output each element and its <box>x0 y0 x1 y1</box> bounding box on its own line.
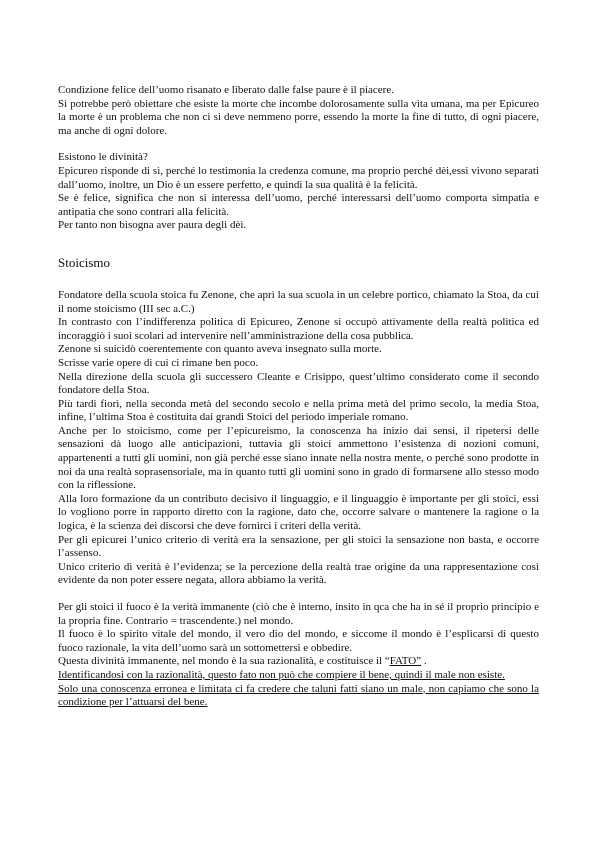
spacer <box>58 138 539 151</box>
paragraph-vital-spirit: Il fuoco è lo spirito vitale del mondo, il vero dio del mondo, e siccome il mondo è l’esplicarsi di questo fuoco razionale, la vita dell’uomo sarà un sottomettersi e obbedire. <box>58 628 539 654</box>
spacer <box>58 233 539 255</box>
document-page <box>58 84 539 710</box>
paragraph-criterion: Per gli epicurei l’unico criterio di verità era la sensazione, per gli stoici la sensazione non basta, e occorre l’assenso. <box>58 533 539 560</box>
paragraph-stoa-periods: Più tardi fiorì, nella seconda metà del secondo secolo e nella prima metà del primo secolo, la media Stoa, infine, l’ultima Stoa è costituita dai grandi Stoici del periodo imperiale romano. <box>58 397 539 424</box>
paragraph-politics: In contrasto con l’indifferenza politica di Epicureo, Zenone si occupò attivamente della realtà politica ed incoraggiò i suoi scolari ad intervenire nell’amministrazione della cosa pubblica. <box>58 316 539 342</box>
fate-text-suffix: . <box>421 655 427 668</box>
spacer <box>58 588 539 601</box>
paragraph-evidence: Unico criterio di verità è l’evidenza; se la percezione della realtà trae origine da una rappresentazione così evidente da non poter essere negata, allora abbiamo la verità. <box>58 560 539 587</box>
paragraph-happiness: Se è felice, significa che non si interessa dell’uomo, perché interessarsi dell’uomo comporta simpatia e antipatia che sono contrari alla felicità. <box>58 192 539 218</box>
paragraph-death: Si potrebbe però obiettare che esiste la morte che incombe dolorosamente sulla vita umana, ma per Epicureo la morte è un problema che non ci si deve nemmeno porre, essendo la morte la fine di tutto, di ogni piacere, ma anche di ogni dolore. <box>58 97 539 137</box>
paragraph-erroneous-knowledge: Solo una conoscenza erronea e limitata ci fa credere che taluni fatti siano un male, non capiamo che sono la condizione per l’attuarsi del bene. <box>58 682 539 709</box>
paragraph-question-gods: Esistono le divinità? <box>58 151 148 164</box>
paragraph-founder: Fondatore della scuola stoica fu Zenone, che aprì la sua scuola in un celebre portico, chiamato la Stoa, da cui il nome stoicismo (III sec a.C.) <box>58 288 539 315</box>
paragraph-fate <box>58 655 539 669</box>
paragraph-language: Alla loro formazione da un contributo decisivo il linguaggio, e il linguaggio è importante per gli stoici, essi lo vogliono porre in rapporto diretto con la ragione, dato che, occorre salvare o mantenere la ragione o la logica, è la scienza dei discorsi che deve fornirci i criteri della verità. <box>58 492 539 533</box>
fate-text-prefix: Questa divinità immanente, nel mondo è la sua razionalità, e costituisce il “ <box>58 655 390 668</box>
paragraph-fire: Per gli stoici il fuoco è la verità immanente (ciò che è interno, insito in qca che ha in sé il proprio principio e la propria fine. Contrario = trascendente.) nel mondo. <box>58 601 539 627</box>
paragraph-good: Identificandosi con la razionalità, questo fato non può che compiere il bene, quindi il male non esiste. <box>58 668 505 681</box>
paragraph-epicurus-answer: Epicureo risponde di sì, perché lo testimonia la credenza comune, ma proprio perché dèi,essi vivono separati dall’uomo, inoltre, un Dio è un essere perfetto, e quindi la sua qualità è la felicità. <box>58 164 539 191</box>
paragraph-knowledge: Anche per lo stoicismo, come per l’epicureismo, la conoscenza ha inizio dai sensi, il ripetersi delle sensazioni dà luogo alle anticipazioni, tuttavia gli stoici ammettono l’esistenza di nozioni comuni, appartenenti a tutti gli uomini, non già perché esse siano innate nella nostra mente, o perché sono prodotte in noi da una realtà soprasensoriale, ma in quanto tutti gli uomini sono in grado di formarsene allo stesso modo con la riflessione. <box>58 424 539 492</box>
paragraph-pleasure: Condizione felice dell’uomo risanato e liberato dalle false paure è il piacere. <box>58 84 394 96</box>
section-heading-stoicismo: Stoicismo <box>58 254 111 270</box>
paragraph-successors: Nella direzione della scuola gli successero Cleante e Crisippo, quest’ultimo considerato come il secondo fondatore della Stoa. <box>58 370 539 397</box>
paragraph-works: Scrisse varie opere di cui ci rimane ben poco. <box>58 356 259 369</box>
fate-word: FATO” <box>389 655 422 668</box>
paragraph-no-fear: Per tanto non bisogna aver paura degli dèi. <box>58 219 247 232</box>
paragraph-suicide: Zenone si suicidò coerentemente con quanto aveva insegnato sulla morte. <box>58 343 382 356</box>
